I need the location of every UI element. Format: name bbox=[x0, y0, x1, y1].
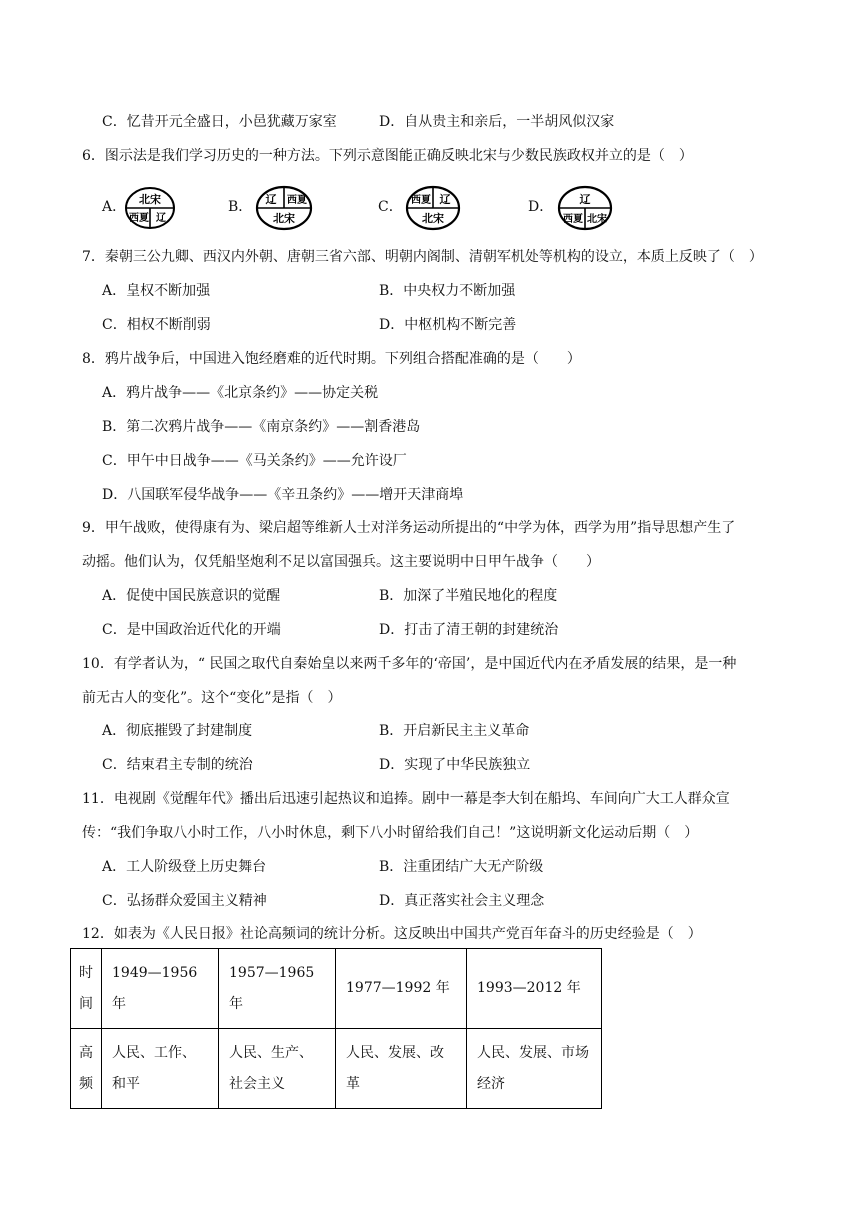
q8-option-a: A．鸦片战争——《北京条约》——协定关税 bbox=[102, 385, 379, 401]
q11-option-d: D．真正落实社会主义理念 bbox=[379, 893, 545, 909]
keyword-frequency-table bbox=[70, 948, 602, 1109]
keyword-cell: 人民、工作、和平 bbox=[102, 1029, 219, 1109]
q7-option-c: C．相权不断削弱 bbox=[102, 317, 211, 333]
q7-option-b: B．中央权力不断加强 bbox=[379, 283, 516, 299]
period-cell: 1993—2012 年 bbox=[467, 949, 602, 1029]
q6d-top: 辽 bbox=[579, 193, 591, 206]
table-row bbox=[71, 1029, 602, 1109]
q6-diagram-c bbox=[404, 184, 462, 232]
q8-option-d: D．八国联军侵华战争——《辛丑条约》——增开天津商埠 bbox=[102, 487, 464, 503]
keyword-cell: 人民、发展、改革 bbox=[336, 1029, 467, 1109]
q9-option-d: D．打击了清王朝的封建统治 bbox=[379, 622, 559, 638]
table-row bbox=[71, 949, 602, 1029]
q10-option-d: D．实现了中华民族独立 bbox=[379, 757, 531, 773]
q7-stem: 7．秦朝三公九卿、西汉内外朝、唐朝三省六部、明朝内阁制、清朝军机处等机构的设立，本质上反映了（ ） bbox=[82, 249, 763, 265]
q10-stem-line1: 10．有学者认为，“ 民国之取代自秦始皇以来两千多年的‘帝国’，是中国近代内在矛盾发展的结果，是一种 bbox=[82, 656, 737, 672]
period-cell: 1977—1992 年 bbox=[336, 949, 467, 1029]
q10-stem-line2: 前无古人的变化”。这个“变化”是指（ ） bbox=[82, 690, 342, 706]
q8-option-c: C．甲午中日战争——《马关条约》——允许设厂 bbox=[102, 453, 407, 469]
q6d-bl: 西夏 bbox=[563, 214, 583, 225]
q6a-bl: 西夏 bbox=[129, 213, 149, 224]
q8-stem: 8．鸦片战争后，中国进入饱经磨难的近代时期。下列组合搭配准确的是（ ） bbox=[82, 351, 581, 367]
q6d-br: 北宋 bbox=[587, 214, 607, 225]
q6b-tl: 辽 bbox=[265, 193, 277, 206]
q7-option-a: A．皇权不断加强 bbox=[102, 283, 211, 299]
row-header-time: 时间 bbox=[71, 949, 102, 1029]
q6-label-c: C． bbox=[378, 199, 403, 215]
q6c-bottom: 北宋 bbox=[422, 212, 444, 225]
q6-stem: 6．图示法是我们学习历史的一种方法。下列示意图能正确反映北宋与少数民族政权并立的是（ ） bbox=[82, 148, 693, 164]
keyword-cell: 人民、生产、社会主义 bbox=[219, 1029, 336, 1109]
q9-option-b: B．加深了半殖民地化的程度 bbox=[379, 588, 558, 604]
q5-option-c: C．忆昔开元全盛日，小邑犹藏万家室 bbox=[102, 114, 337, 130]
q11-option-c: C．弘扬群众爱国主义精神 bbox=[102, 893, 267, 909]
q10-option-b: B．开启新民主主义革命 bbox=[379, 723, 530, 739]
q6-label-d: D． bbox=[528, 199, 554, 215]
q6a-top: 北宋 bbox=[139, 193, 161, 206]
keyword-cell: 人民、发展、市场经济 bbox=[467, 1029, 602, 1109]
q6-diagram-d bbox=[556, 184, 614, 232]
q11-option-a: A．工人阶级登上历史舞台 bbox=[102, 859, 267, 875]
q6-diagram-b bbox=[254, 184, 314, 232]
q6-label-a: A． bbox=[102, 199, 127, 215]
q6-diagram-a bbox=[124, 186, 176, 230]
q9-stem-line2: 动摇。他们认为，仅凭船坚炮利不足以富国强兵。这主要说明中日甲午战争（ ） bbox=[82, 554, 600, 570]
q6c-tl: 西夏 bbox=[411, 195, 431, 206]
q6c-tr: 辽 bbox=[439, 193, 451, 206]
q7-option-d: D．中枢机构不断完善 bbox=[379, 317, 517, 333]
period-cell: 1957—1965 年 bbox=[219, 949, 336, 1029]
q6b-tr: 西夏 bbox=[287, 195, 307, 206]
q9-option-a: A．促使中国民族意识的觉醒 bbox=[102, 588, 281, 604]
q9-option-c: C．是中国政治近代化的开端 bbox=[102, 622, 281, 638]
q10-option-a: A．彻底摧毁了封建制度 bbox=[102, 723, 253, 739]
q12-stem: 12．如表为《人民日报》社论高频词的统计分析。这反映出中国共产党百年奋斗的历史经验是（ ） bbox=[82, 926, 702, 942]
q11-stem-line1: 11．电视剧《觉醒年代》播出后迅速引起热议和追捧。剧中一幕是李大钊在船坞、车间向广大工人群众宣 bbox=[82, 791, 730, 807]
q6-label-b: B． bbox=[228, 199, 253, 215]
q9-stem-line1: 9．甲午战败，使得康有为、梁启超等维新人士对洋务运动所提出的“中学为体，西学为用”指导思想产生了 bbox=[82, 520, 736, 536]
q6a-br: 辽 bbox=[156, 213, 166, 224]
q11-option-b: B．注重团结广大无产阶级 bbox=[379, 859, 544, 875]
q6b-bottom: 北宋 bbox=[273, 212, 295, 225]
row-header-frequency: 高频 bbox=[71, 1029, 102, 1109]
q8-option-b: B．第二次鸦片战争——《南京条约》——割香港岛 bbox=[102, 419, 421, 435]
q5-option-d: D．自从贵主和亲后，一半胡风似汉家 bbox=[379, 114, 615, 130]
q11-stem-line2: 传：“我们争取八小时工作，八小时休息，剩下八小时留给我们自己！”这说明新文化运动后期（ ） bbox=[82, 825, 699, 841]
q10-option-c: C．结束君主专制的统治 bbox=[102, 757, 253, 773]
period-cell: 1949—1956 年 bbox=[102, 949, 219, 1029]
